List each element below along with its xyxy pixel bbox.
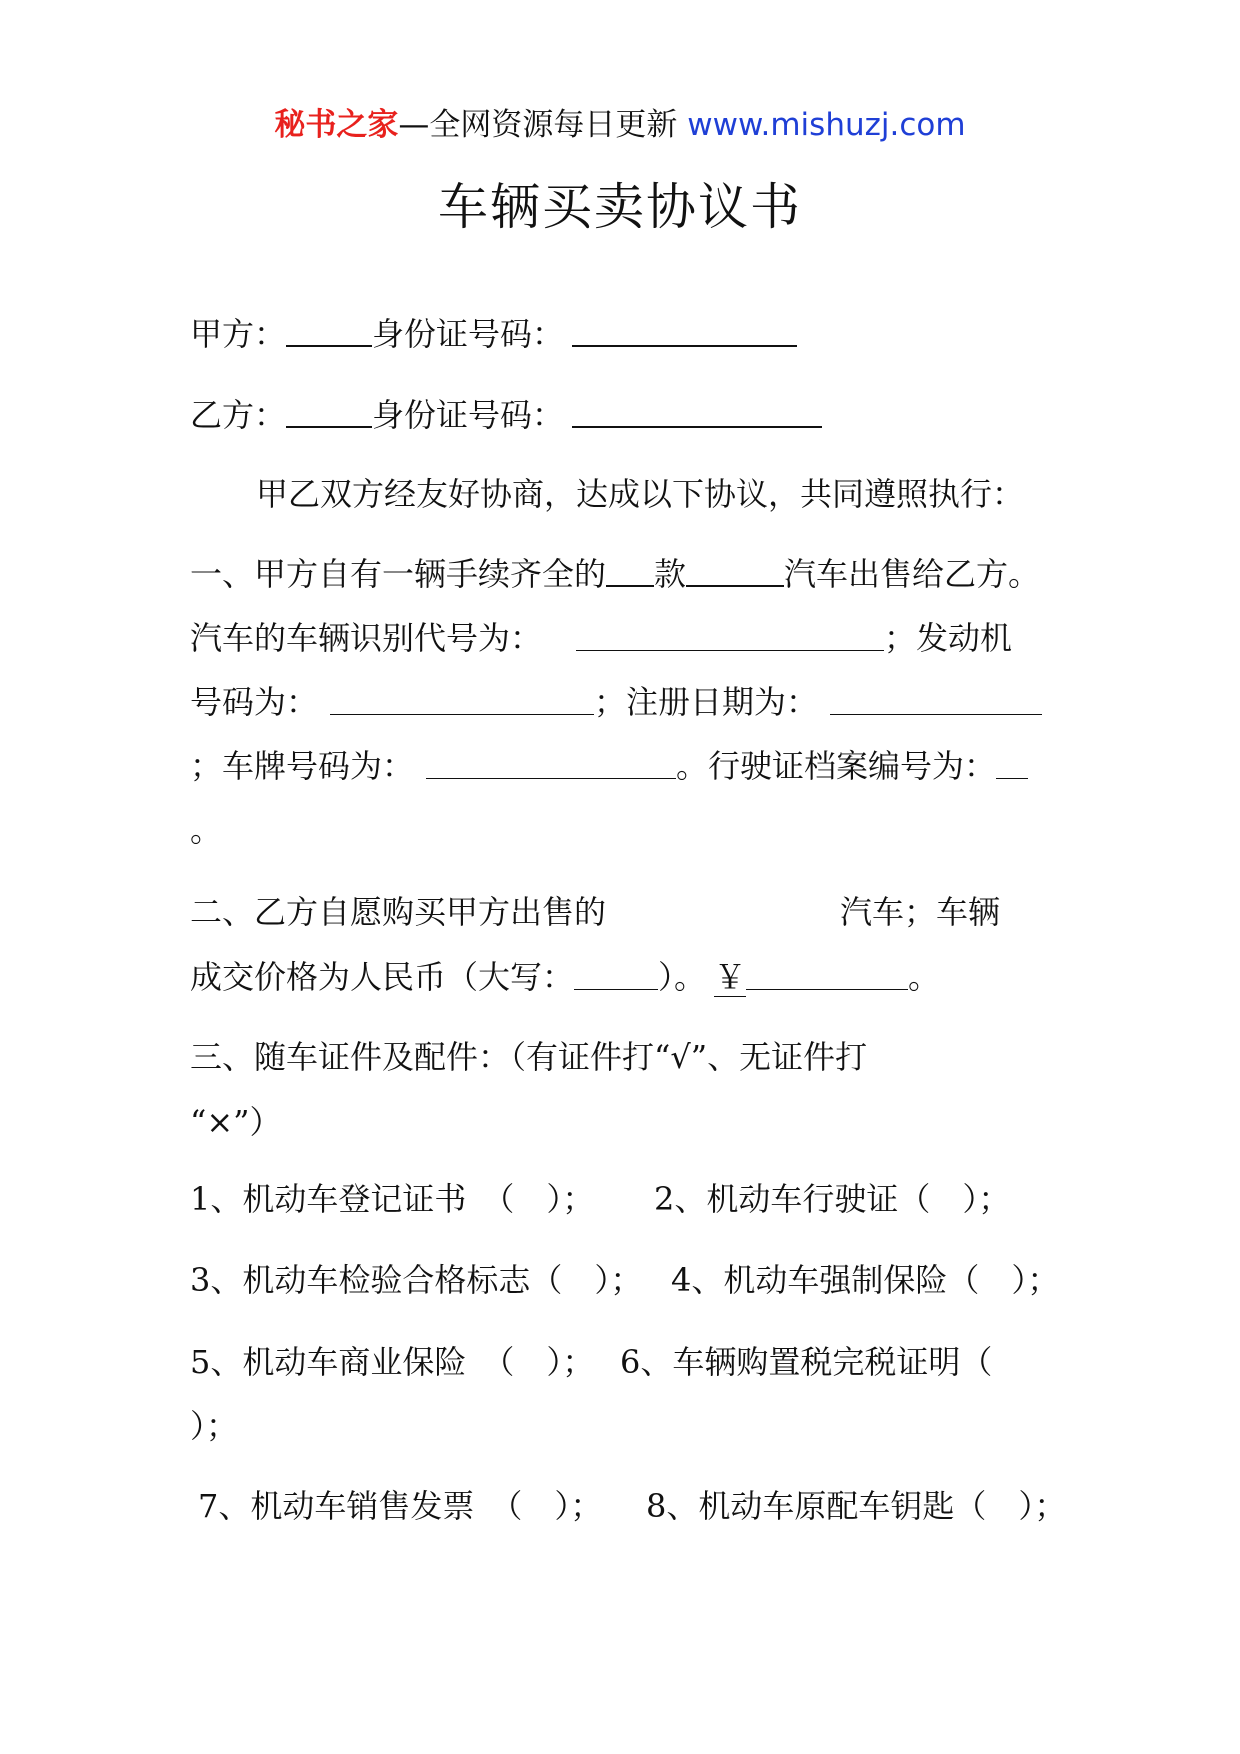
clause2-part1: 二、乙方自愿购买甲方出售的 xyxy=(190,893,607,931)
checklist-item-6[interactable]: 6、车辆购置税完税证明（ xyxy=(620,1343,993,1381)
checklist-item-7[interactable]: 7、机动车销售发票 （ ）； xyxy=(198,1487,603,1525)
checklist-item-8[interactable]: 8、机动车原配车钥匙（ ）； xyxy=(646,1487,1067,1525)
price-uppercase-blank[interactable] xyxy=(574,959,658,990)
intro-paragraph: 甲乙双方经友好协商，达成以下协议，共同遵照执行： xyxy=(256,475,1025,513)
checklist-item-6-cont: ）； xyxy=(190,1407,239,1445)
header-url-link[interactable]: www.mishuzj.com xyxy=(687,107,966,143)
yen-sign: ￥ xyxy=(714,958,747,996)
checklist-item-5[interactable]: 5、机动车商业保险 （ ）； xyxy=(190,1343,595,1381)
engine-no-blank[interactable] xyxy=(330,684,594,715)
party-b-label: 乙方： xyxy=(190,396,287,434)
party-a-name-blank[interactable] xyxy=(286,315,372,347)
party-b-id-blank[interactable] xyxy=(572,396,822,428)
document-title: 车辆买卖协议书 xyxy=(438,178,802,236)
checklist-item-4[interactable]: 4、机动车强制保险（ ）； xyxy=(671,1261,1060,1299)
price-close: ）。 xyxy=(658,958,707,996)
clause1-part1: 一、甲方自有一辆手续齐全的 xyxy=(190,555,607,593)
party-b-id-label: 身份证号码： xyxy=(372,396,565,434)
clause2-line2 xyxy=(190,955,940,999)
party-a-id-blank[interactable] xyxy=(572,315,797,347)
car-model-blank[interactable] xyxy=(686,555,784,587)
clause1-part2: 款 xyxy=(654,555,687,593)
plate-label: ；车牌号码为： xyxy=(190,747,415,785)
clause1-line1 xyxy=(190,552,1040,596)
plate-blank[interactable] xyxy=(426,748,676,779)
clause2-end: 。 xyxy=(908,958,941,996)
clause1-part3: 汽车出售给乙方。 xyxy=(784,555,1041,593)
site-header xyxy=(0,100,1240,150)
engine-label: ；发动机 xyxy=(884,619,1013,657)
price-number-blank[interactable] xyxy=(746,959,908,990)
clause3-heading-cont: “×”） xyxy=(190,1103,282,1141)
reg-date-blank[interactable] xyxy=(830,684,1042,715)
clause2-line1 xyxy=(190,890,1000,934)
header-slogan: —全网资源每日更新 xyxy=(398,107,678,143)
engine-no-label: 号码为： xyxy=(190,683,319,721)
party-a-id-label: 身份证号码： xyxy=(372,315,565,353)
clause1-end: 。 xyxy=(190,811,223,849)
vin-blank[interactable] xyxy=(576,620,884,651)
clause1-line4 xyxy=(190,744,1028,788)
clause2-part2: 汽车；车辆 xyxy=(840,893,1001,931)
party-b-name-blank[interactable] xyxy=(286,396,372,428)
price-label: 成交价格为人民币（大写： xyxy=(190,958,575,996)
vin-label: 汽车的车辆识别代号为： xyxy=(190,619,543,657)
party-a-label: 甲方： xyxy=(190,315,287,353)
clause1-line2 xyxy=(190,616,1012,660)
party-a-line xyxy=(190,312,797,356)
car-brand-blank[interactable] xyxy=(606,555,654,587)
license-file-blank[interactable] xyxy=(996,748,1028,779)
checklist-item-1[interactable]: 1、机动车登记证书 （ ）； xyxy=(190,1180,595,1218)
party-b-line xyxy=(190,393,822,437)
clause3-heading: 三、随车证件及配件：（有证件打“√”、无证件打 xyxy=(190,1038,868,1076)
clause1-line3 xyxy=(190,680,1042,724)
checklist-item-2[interactable]: 2、机动车行驶证（ ）； xyxy=(654,1180,1011,1218)
checklist-item-3[interactable]: 3、机动车检验合格标志（ ）； xyxy=(190,1261,643,1299)
license-file-label: 。行驶证档案编号为： xyxy=(676,747,997,785)
brand-name: 秘书之家 xyxy=(274,107,399,143)
reg-date-label: ；注册日期为： xyxy=(594,683,819,721)
